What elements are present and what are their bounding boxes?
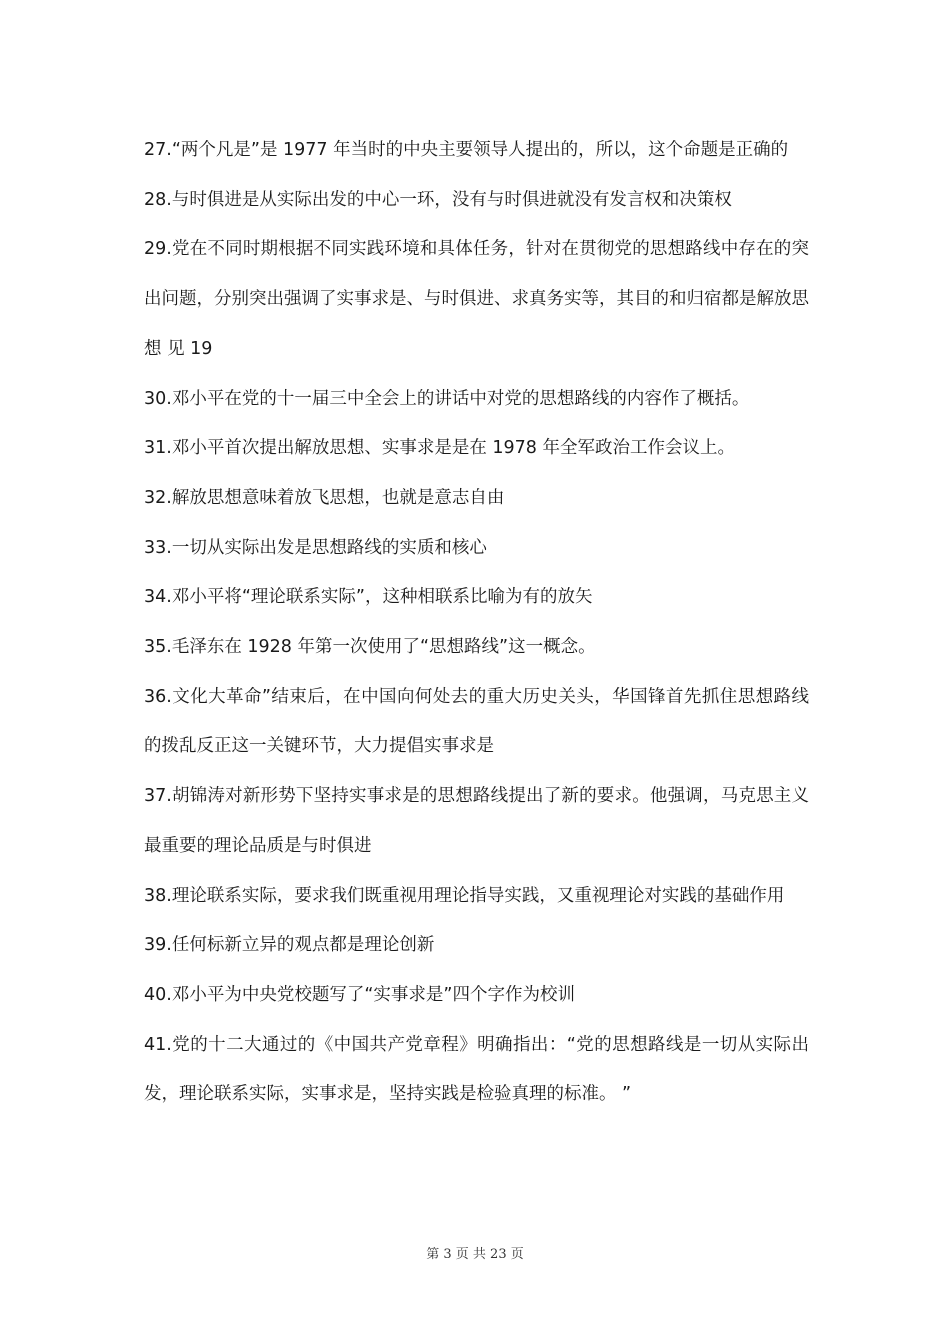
statement-40: 40.邓小平为中央党校题写了“实事求是”四个字作为校训 <box>144 984 575 1005</box>
statement-list <box>144 126 809 1120</box>
page-number-footer: 第 3 页 共 23 页 <box>426 1247 524 1262</box>
statement-28: 28.与时俱进是从实际出发的中心一环，没有与时俱进就没有发言权和决策权 <box>144 189 732 210</box>
statement-29: 29.党在不同时期根据不同实践环境和具体任务，针对在贯彻党的思想路线中存在的突出问题，分别突出强调了实事求是、与时俱进、求真务实等，其目的和归宿都是解放思想 见 19 <box>144 239 809 359</box>
statement-34: 34.邓小平将“理论联系实际”，这种相联系比喻为有的放矢 <box>144 587 593 608</box>
statement-27: 27.“两个凡是”是 1977 年当时的中央主要领导人提出的，所以，这个命题是正确的 <box>144 140 789 160</box>
statement-36: 36.文化大革命”结束后，在中国向何处去的重大历史关头，华国锋首先抓住思想路线的拨乱反正这一关键环节，大力提倡实事求是 <box>144 686 809 757</box>
statement-39: 39.任何标新立异的观点都是理论创新 <box>144 935 435 956</box>
statement-37: 37.胡锦涛对新形势下坚持实事求是的思想路线提出了新的要求。他强调，马克思主义最重要的理论品质是与时俱进 <box>144 786 809 856</box>
statement-32: 32.解放思想意味着放飞思想，也就是意志自由 <box>144 487 505 508</box>
statement-38: 38.理论联系实际，要求我们既重视用理论指导实践，又重视理论对实践的基础作用 <box>144 885 785 906</box>
statement-33: 33.一切从实际出发是思想路线的实质和核心 <box>144 537 487 558</box>
statement-35: 35.毛泽东在 1928 年第一次使用了“思想路线”这一概念。 <box>144 637 596 658</box>
statement-31: 31.邓小平首次提出解放思想、实事求是是在 1978 年全军政治工作会议上。 <box>144 438 735 459</box>
statement-30: 30.邓小平在党的十一届三中全会上的讲话中对党的思想路线的内容作了概括。 <box>144 388 750 409</box>
statement-41: 41.党的十二大通过的《中国共产党章程》明确指出：“党的思想路线是一切从实际出发，理论联系实际，实事求是，坚持实践是检验真理的标准。 ” <box>144 1034 809 1105</box>
